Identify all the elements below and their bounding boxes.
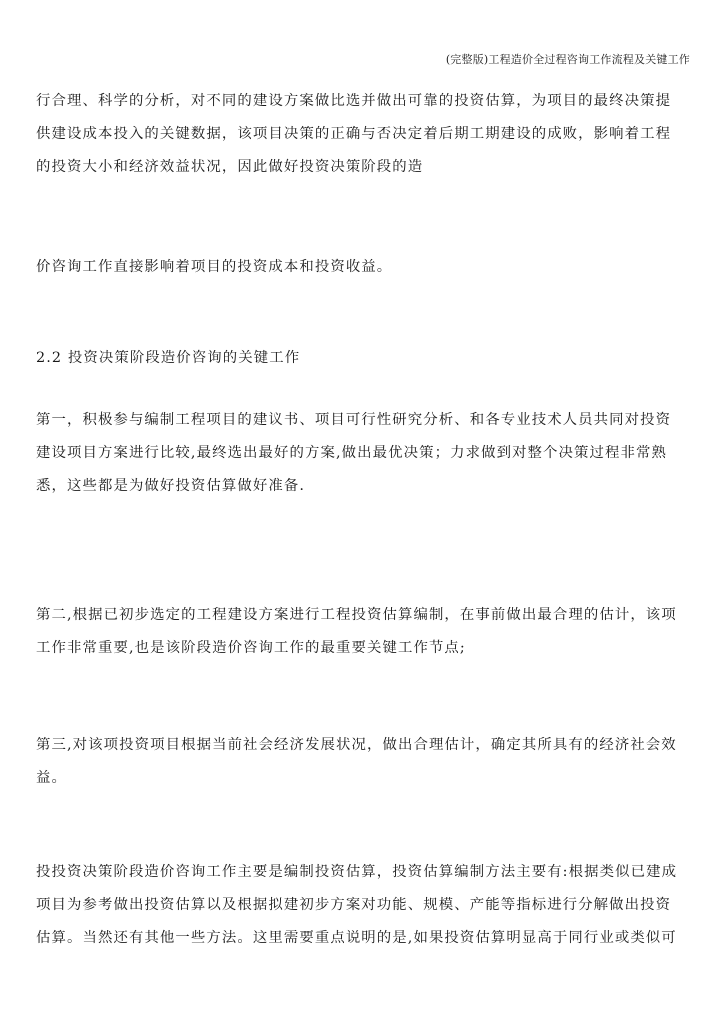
paragraph-line: 投投资决策阶段造价咨询工作主要是编制投资估算，投资估算编制方法主要有:根据类似已建成	[36, 864, 678, 880]
section-heading	[36, 342, 690, 375]
paragraph-third-point	[36, 729, 690, 795]
paragraph-line: 悉，这些都是为做好投资估算做好准备.	[36, 478, 306, 494]
paragraph-first-point	[36, 404, 690, 503]
paragraph-line: 项目为参考做出投资估算以及根据拟建初步方案对功能、规模、产能等指标进行分解做出投资	[36, 897, 672, 913]
paragraph-line: 建设项目方案进行比较,最终选出最好的方案,做出最优决策；力求做到对整个决策过程非常熟	[36, 445, 667, 461]
paragraph-line: 第二,根据已初步选定的工程建设方案进行工程投资估算编制，在事前做出最合理的估计，该项	[36, 607, 677, 623]
paragraph-line: 估算。当然还有其他一些方法。这里需要重点说明的是,如果投资估算明显高于同行业或类似可	[36, 930, 677, 946]
paragraph-line: 益。	[36, 770, 67, 786]
section-heading-text: 2.2 投资决策阶段造价咨询的关键工作	[36, 350, 301, 366]
paragraph-line: 供建设成本投入的关键数据，该项目决策的正确与否决定着后期工期建设的成败，影响着工程	[36, 126, 672, 142]
paragraph-estimation-methods	[36, 856, 690, 955]
paragraph-line: 的投资大小和经济效益状况，因此做好投资决策阶段的造	[36, 159, 424, 175]
page-header: (完整版)工程造价全过程咨询工作流程及关键工作	[445, 53, 690, 66]
paragraph-second-point	[36, 599, 690, 665]
paragraph-line: 第一，积极参与编制工程项目的建议书、项目可行性研究分析、和各专业技术人员共同对投资	[36, 412, 672, 428]
paragraph-consulting-impact	[36, 251, 690, 284]
paragraph-line: 行合理、科学的分析，对不同的建设方案做比选并做出可靠的投资估算，为项目的最终决策提	[36, 93, 672, 109]
paragraph-line: 工作非常重要,也是该阶段造价咨询工作的最重要关键工作节点;	[36, 640, 466, 656]
paragraph-line: 第三,对该项投资项目根据当前社会经济发展状况，做出合理估计，确定其所具有的经济社会效	[36, 737, 677, 753]
paragraph-line: 价咨询工作直接影响着项目的投资成本和投资收益。	[36, 259, 393, 275]
paragraph-investment-analysis	[36, 85, 690, 184]
